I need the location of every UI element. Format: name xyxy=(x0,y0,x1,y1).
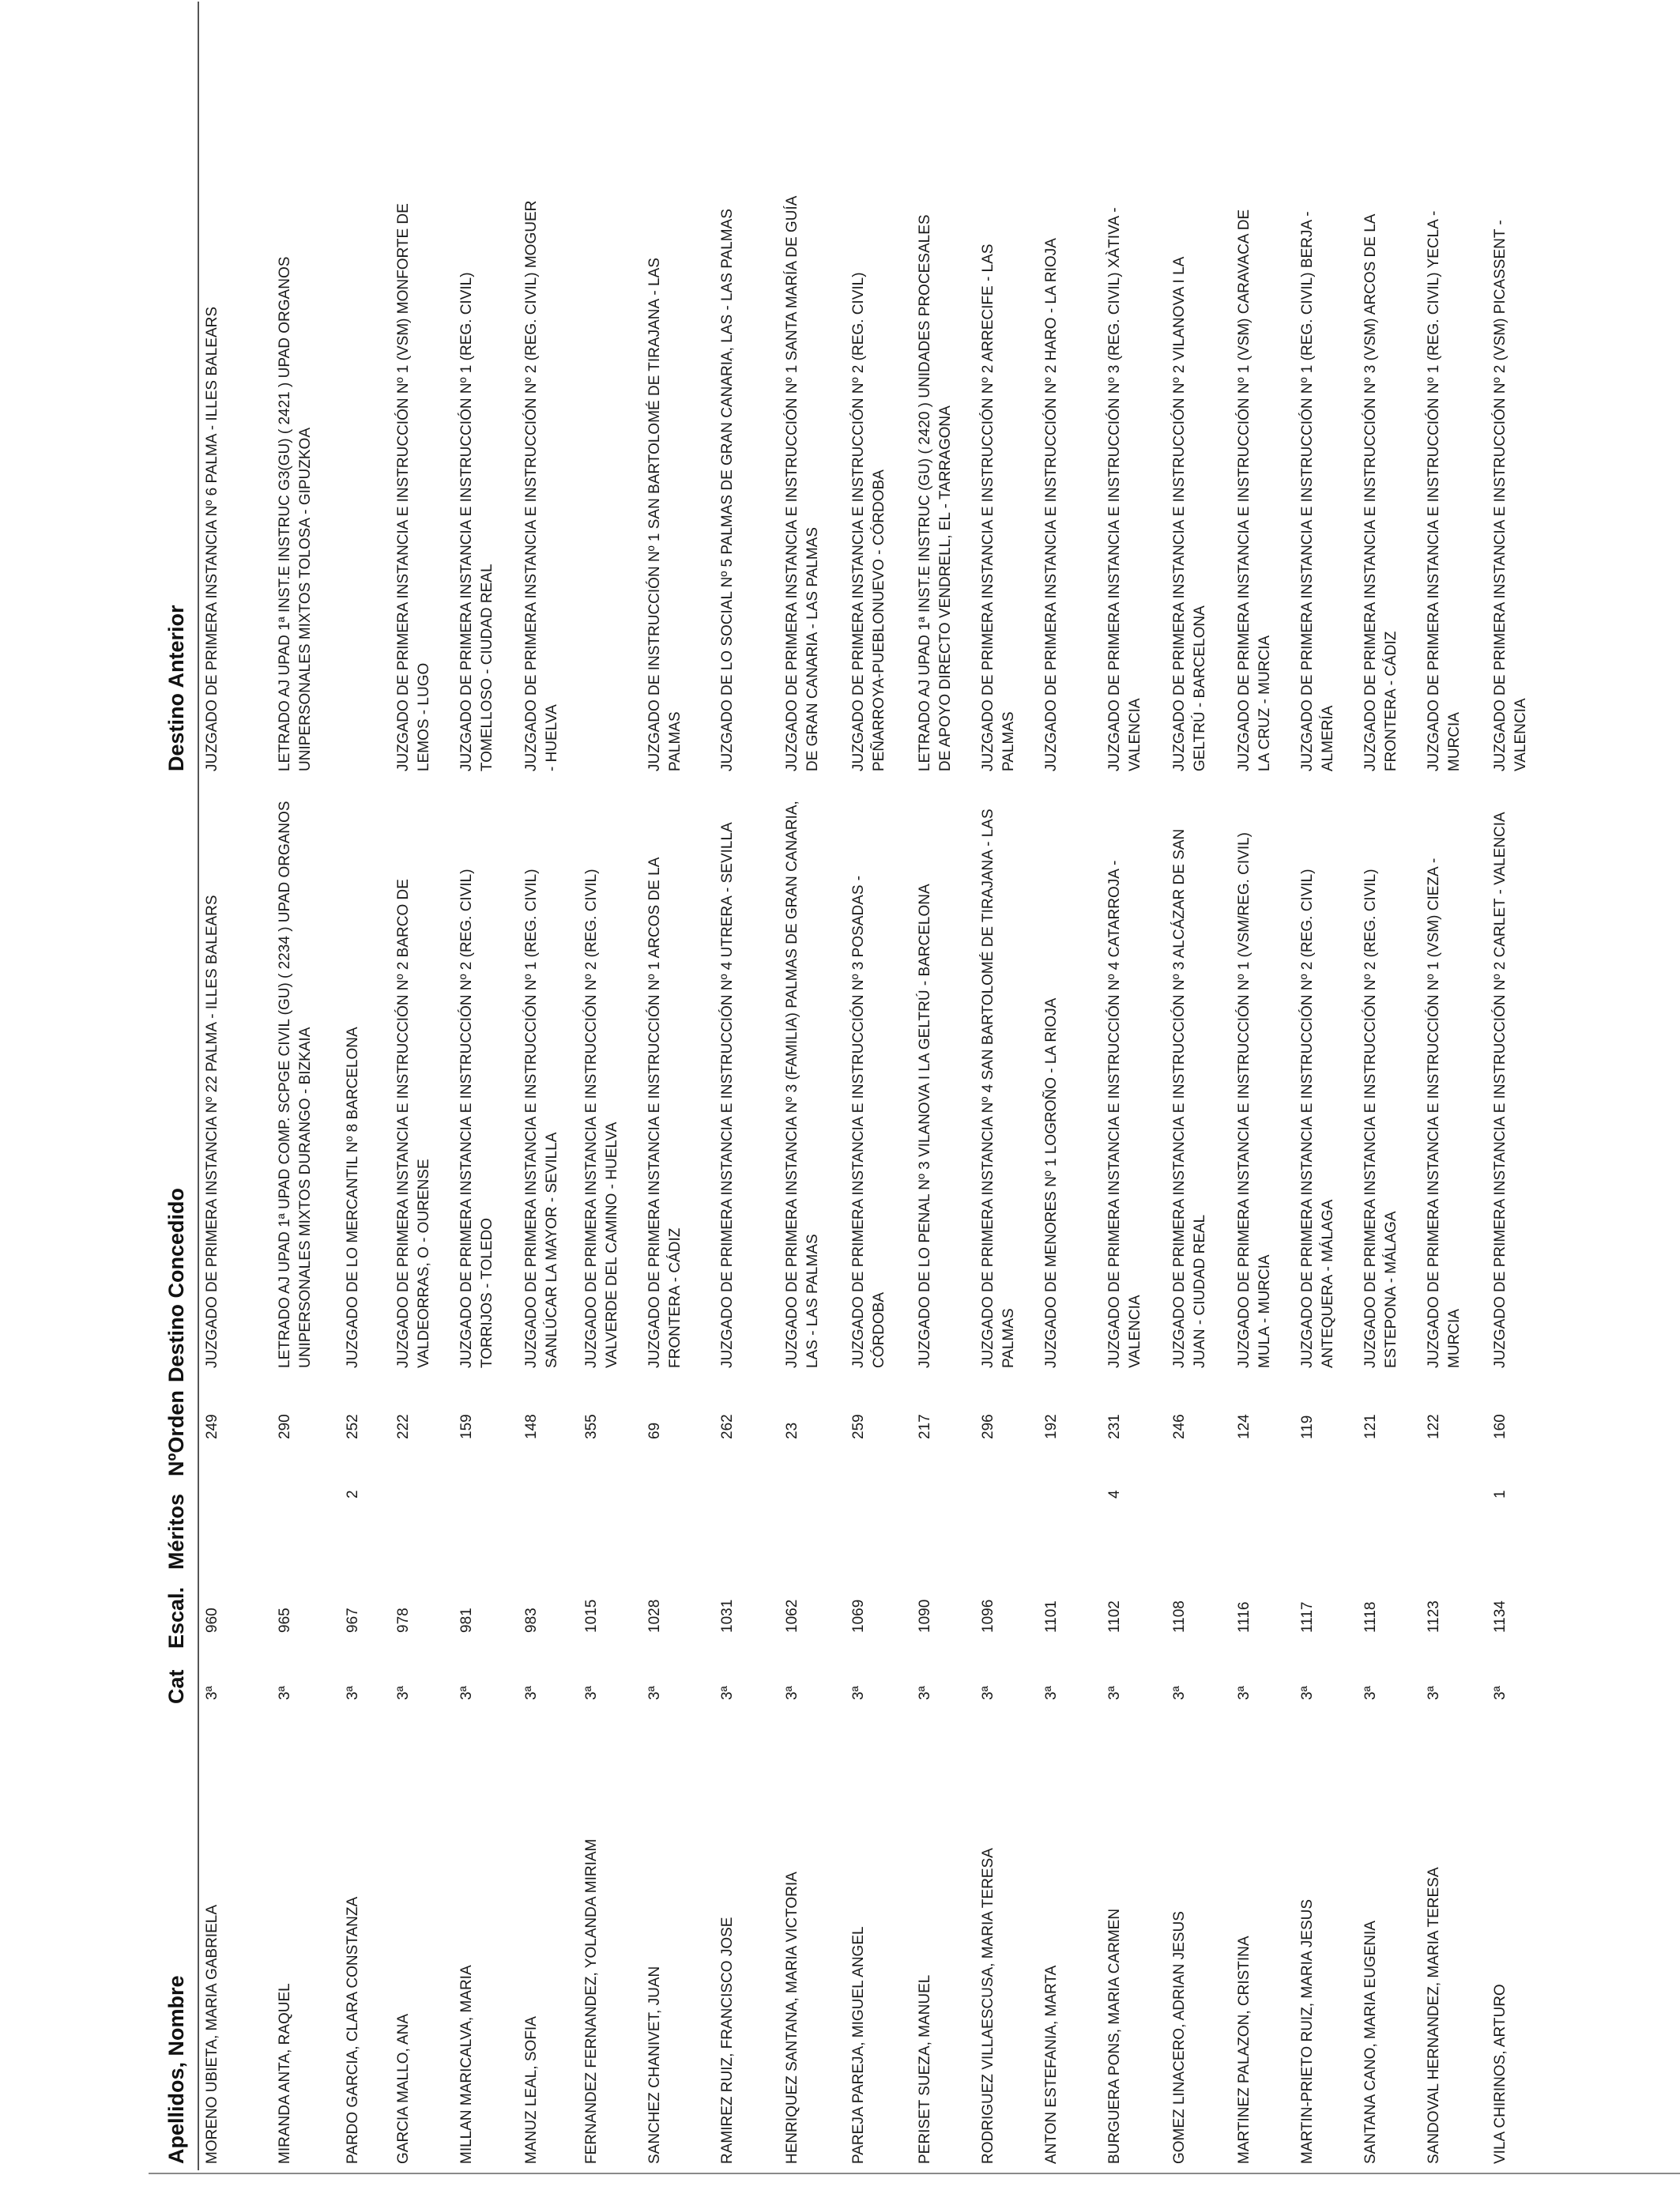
header-cat: Cat xyxy=(164,1669,188,1704)
cell-destino: JUZGADO DE PRIMERA INSTANCIA Nº 4 SAN BARTOLOMÉ DE TIRAJANA - LAS PALMAS xyxy=(980,809,1017,1368)
cell-escal: 1096 xyxy=(980,1599,996,1633)
cell-cat: 3ª xyxy=(345,1686,361,1700)
cell-cat: 3ª xyxy=(1236,1686,1252,1700)
cell-destino: JUZGADO DE MENORES Nº 1 LOGROÑO - LA RIOJA xyxy=(1043,997,1060,1368)
cell-cat: 3ª xyxy=(583,1686,600,1700)
cell-anterior: JUZGADO DE PRIMERA INSTANCIA E INSTRUCCIÓN Nº 1 SANTA MARÍA DE GUÍA DE GRAN CANARIA - LAS PALMAS xyxy=(784,196,821,771)
cell-name: GARCIA MALLO, ANA xyxy=(395,2013,412,2164)
cell-cat: 3ª xyxy=(1492,1686,1509,1700)
cell-name: GOMEZ LINACERO, ADRIAN JESUS xyxy=(1171,1911,1188,2164)
cell-name: MORENO UBIETA, MARIA GABRIELA xyxy=(204,1905,220,2164)
cell-name: SANTANA CANO, MARIA EUGENIA xyxy=(1362,1921,1379,2164)
cell-anterior: JUZGADO DE PRIMERA INSTANCIA E INSTRUCCIÓN Nº 1 (REG. CIVIL) YECLA - MURCIA xyxy=(1426,210,1463,771)
cell-name: ANTON ESTEFANIA, MARTA xyxy=(1043,1965,1060,2164)
cell-orden: 121 xyxy=(1362,1414,1379,1439)
cell-orden: 119 xyxy=(1299,1415,1316,1439)
cell-cat: 3ª xyxy=(523,1686,540,1700)
cell-name: FERNANDEZ FERNANDEZ, YOLANDA MIRIAM xyxy=(583,1838,600,2164)
cell-escal: 1108 xyxy=(1171,1600,1188,1633)
header-destino: Destino Concedido xyxy=(164,1187,188,1382)
cell-escal: 1116 xyxy=(1236,1601,1252,1633)
cell-escal: 1069 xyxy=(850,1599,867,1633)
cell-destino: JUZGADO DE PRIMERA INSTANCIA E INSTRUCCIÓN Nº 2 BARCO DE VALDEORRAS, O - OURENSE xyxy=(395,879,432,1368)
cell-cat: 3ª xyxy=(1171,1686,1188,1700)
cell-escal: 1117 xyxy=(1299,1601,1316,1633)
cell-cat: 3ª xyxy=(1106,1686,1123,1700)
cell-orden: 160 xyxy=(1492,1414,1509,1439)
left-margin-rule xyxy=(149,2173,1680,2174)
cell-orden: 296 xyxy=(980,1414,996,1439)
header-anterior: Destino Anterior xyxy=(164,605,188,771)
cell-cat: 3ª xyxy=(719,1686,736,1700)
cell-anterior: LETRADO AJ UPAD 1ª INST.E INSTRUC (GU) ( 2420 ) UNIDADES PROCESALES DE APOYO DIRECTO VENDRELL, EL - TARRAGONA xyxy=(917,214,954,771)
cell-orden: 159 xyxy=(458,1414,475,1439)
cell-destino: JUZGADO DE PRIMERA INSTANCIA E INSTRUCCIÓN Nº 1 (VSM) CIEZA - MURCIA xyxy=(1426,858,1463,1368)
cell-name: RAMIREZ RUIZ, FRANCISCO JOSE xyxy=(719,1917,736,2164)
cell-destino: JUZGADO DE PRIMERA INSTANCIA E INSTRUCCIÓN Nº 1 (REG. CIVIL) SANLÚCAR LA MAYOR - SEVILLA xyxy=(523,869,560,1368)
cell-destino: JUZGADO DE PRIMERA INSTANCIA E INSTRUCCIÓN Nº 2 (REG. CIVIL) ANTEQUERA - MÁLAGA xyxy=(1299,869,1336,1368)
cell-name: PAREJA PAREJA, MIGUEL ANGEL xyxy=(850,1926,867,2164)
cell-cat: 3ª xyxy=(277,1686,293,1700)
cell-orden: 262 xyxy=(719,1414,736,1439)
cell-escal: 981 xyxy=(458,1608,475,1633)
header-name: Apellidos, Nombre xyxy=(164,1975,188,2164)
cell-cat: 3ª xyxy=(850,1686,867,1700)
cell-escal: 1102 xyxy=(1106,1600,1123,1633)
cell-orden: 355 xyxy=(583,1414,600,1439)
cell-anterior: JUZGADO DE PRIMERA INSTANCIA E INSTRUCCIÓN Nº 1 (VSM) CARAVACA DE LA CRUZ - MURCIA xyxy=(1236,209,1273,771)
cell-escal: 1090 xyxy=(917,1599,933,1633)
cell-meritos: 1 xyxy=(1492,1490,1509,1498)
cell-orden: 249 xyxy=(204,1414,220,1439)
cell-destino: JUZGADO DE PRIMERA INSTANCIA E INSTRUCCIÓN Nº 4 CATARROJA - VALENCIA xyxy=(1106,860,1143,1368)
cell-anterior: JUZGADO DE LO SOCIAL Nº 5 PALMAS DE GRAN CANARIA, LAS - LAS PALMAS xyxy=(719,209,736,771)
cell-cat: 3ª xyxy=(980,1686,996,1700)
cell-orden: 246 xyxy=(1171,1414,1188,1439)
cell-name: MARTIN-PRIETO RUIZ, MARIA JESUS xyxy=(1299,1898,1316,2164)
cell-destino: JUZGADO DE PRIMERA INSTANCIA E INSTRUCCIÓN Nº 4 UTRERA - SEVILLA xyxy=(719,822,736,1368)
cell-name: MARTINEZ PALAZON, CRISTINA xyxy=(1236,1936,1252,2164)
cell-cat: 3ª xyxy=(784,1686,800,1700)
cell-anterior: JUZGADO DE INSTRUCCIÓN Nº 1 SAN BARTOLOMÉ DE TIRAJANA - LAS PALMAS xyxy=(646,258,684,771)
cell-anterior: JUZGADO DE PRIMERA INSTANCIA Nº 6 PALMA - ILLES BALEARS xyxy=(204,306,220,771)
cell-cat: 3ª xyxy=(1299,1686,1316,1700)
cell-escal: 1134 xyxy=(1492,1600,1509,1633)
cell-cat: 3ª xyxy=(917,1686,933,1700)
cell-destino: LETRADO AJ UPAD 1ª UPAD COMP. SCPGE CIVIL (GU) ( 2234 ) UPAD ORGANOS UNIPERSONALES MIXTOS DURANGO - BIZKAIA xyxy=(277,801,314,1368)
cell-orden: 222 xyxy=(395,1414,412,1439)
cell-orden: 148 xyxy=(523,1414,540,1439)
cell-escal: 1062 xyxy=(784,1599,800,1633)
header-rule xyxy=(198,2,199,2170)
cell-anterior: JUZGADO DE PRIMERA INSTANCIA E INSTRUCCIÓN Nº 1 (REG. CIVIL) BERJA - ALMERÍA xyxy=(1299,211,1336,771)
cell-name: PARDO GARCIA, CLARA CONSTANZA xyxy=(345,1896,361,2164)
cell-anterior: JUZGADO DE PRIMERA INSTANCIA E INSTRUCCIÓN Nº 2 (REG. CIVIL) MOGUER - HUELVA xyxy=(523,200,560,771)
cell-cat: 3ª xyxy=(1362,1686,1379,1700)
header-orden: NºOrden xyxy=(164,1390,188,1476)
cell-escal: 978 xyxy=(395,1608,412,1633)
cell-name: SANCHEZ CHANIVET, JUAN xyxy=(646,1966,663,2164)
cell-destino: JUZGADO DE PRIMERA INSTANCIA E INSTRUCCIÓN Nº 1 (VSM/REG. CIVIL) MULA - MURCIA xyxy=(1236,831,1273,1368)
cell-destino: JUZGADO DE LO PENAL Nº 3 VILANOVA I LA GELTRÚ - BARCELONA xyxy=(917,884,933,1368)
cell-destino: JUZGADO DE PRIMERA INSTANCIA Nº 3 (FAMILIA) PALMAS DE GRAN CANARIA, LAS - LAS PALMAS xyxy=(784,801,821,1368)
cell-anterior: JUZGADO DE PRIMERA INSTANCIA E INSTRUCCIÓN Nº 1 (REG. CIVIL) TOMELLOSO - CIUDAD REAL xyxy=(458,272,495,771)
cell-cat: 3ª xyxy=(395,1686,412,1700)
cell-meritos: 2 xyxy=(345,1490,361,1498)
cell-destino: JUZGADO DE PRIMERA INSTANCIA E INSTRUCCIÓN Nº 2 (REG. CIVIL) TORRIJOS - TOLEDO xyxy=(458,869,495,1368)
cell-destino: JUZGADO DE LO MERCANTIL Nº 8 BARCELONA xyxy=(345,1027,361,1368)
cell-anterior: JUZGADO DE PRIMERA INSTANCIA E INSTRUCCIÓN Nº 2 (VSM) PICASSENT - VALENCIA xyxy=(1492,220,1529,771)
cell-orden: 124 xyxy=(1236,1414,1252,1439)
cell-name: RODRIGUEZ VILLAESCUSA, MARIA TERESA xyxy=(980,1848,996,2164)
cell-destino: JUZGADO DE PRIMERA INSTANCIA E INSTRUCCIÓN Nº 2 (REG. CIVIL) VALVERDE DEL CAMINO - HUELVA xyxy=(583,869,620,1368)
cell-escal: 983 xyxy=(523,1608,540,1633)
cell-anterior: JUZGADO DE PRIMERA INSTANCIA E INSTRUCCIÓN Nº 2 (REG. CIVIL) PEÑARROYA-PUEBLONUEVO - CÓRDOBA xyxy=(850,272,887,771)
cell-name: MANUZ LEAL, SOFIA xyxy=(523,2016,540,2164)
header-escal: Escal. xyxy=(164,1586,188,1649)
cell-cat: 3ª xyxy=(204,1686,220,1700)
cell-anterior: JUZGADO DE PRIMERA INSTANCIA E INSTRUCCIÓN Nº 3 (REG. CIVIL) XÀTIVA - VALENCIA xyxy=(1106,207,1143,771)
cell-destino: JUZGADO DE PRIMERA INSTANCIA E INSTRUCCIÓN Nº 2 CARLET - VALENCIA xyxy=(1492,812,1509,1368)
cell-anterior: JUZGADO DE PRIMERA INSTANCIA E INSTRUCCIÓN Nº 2 VILANOVA I LA GELTRÚ - BARCELONA xyxy=(1171,257,1208,771)
cell-orden: 290 xyxy=(277,1414,293,1439)
cell-name: MIRANDA ANTA, RAQUEL xyxy=(277,1983,293,2164)
cell-anterior: LETRADO AJ UPAD 1ª INST.E INSTRUC G3(GU) ( 2421 ) UPAD ORGANOS UNIPERSONALES MIXTOS TOLOSA - GIPUZKOA xyxy=(277,256,314,771)
cell-anterior: JUZGADO DE PRIMERA INSTANCIA E INSTRUCCIÓN Nº 2 HARO - LA RIOJA xyxy=(1043,238,1060,771)
cell-destino: JUZGADO DE PRIMERA INSTANCIA E INSTRUCCIÓN Nº 3 ALCÁZAR DE SAN JUAN - CIUDAD REAL xyxy=(1171,828,1208,1368)
cell-orden: 259 xyxy=(850,1414,867,1439)
cell-name: PERISET SUEZA, MANUEL xyxy=(917,1974,933,2164)
cell-orden: 69 xyxy=(646,1422,663,1439)
cell-name: VILA CHIRINOS, ARTURO xyxy=(1492,1984,1509,2164)
cell-destino: JUZGADO DE PRIMERA INSTANCIA Nº 22 PALMA - ILLES BALEARS xyxy=(204,895,220,1368)
cell-cat: 3ª xyxy=(646,1686,663,1700)
cell-orden: 252 xyxy=(345,1414,361,1439)
cell-name: HENRIQUEZ SANTANA, MARIA VICTORIA xyxy=(784,1872,800,2164)
cell-orden: 122 xyxy=(1426,1414,1442,1439)
cell-escal: 1118 xyxy=(1362,1601,1379,1633)
cell-destino: JUZGADO DE PRIMERA INSTANCIA E INSTRUCCIÓN Nº 3 POSADAS - CÓRDOBA xyxy=(850,875,887,1368)
cell-name: MILLAN MARICALVA, MARIA xyxy=(458,1965,475,2164)
cell-orden: 192 xyxy=(1043,1414,1060,1439)
cell-anterior: JUZGADO DE PRIMERA INSTANCIA E INSTRUCCIÓN Nº 2 ARRECIFE - LAS PALMAS xyxy=(980,243,1017,771)
cell-escal: 1015 xyxy=(583,1599,600,1633)
cell-escal: 960 xyxy=(204,1608,220,1633)
cell-orden: 23 xyxy=(784,1422,800,1439)
cell-cat: 3ª xyxy=(458,1686,475,1700)
cell-cat: 3ª xyxy=(1426,1686,1442,1700)
cell-escal: 965 xyxy=(277,1608,293,1633)
cell-orden: 217 xyxy=(917,1414,933,1439)
cell-orden: 231 xyxy=(1106,1414,1123,1439)
cell-destino: JUZGADO DE PRIMERA INSTANCIA E INSTRUCCIÓN Nº 1 ARCOS DE LA FRONTERA - CÁDIZ xyxy=(646,858,684,1368)
cell-escal: 1101 xyxy=(1043,1600,1060,1633)
cell-escal: 967 xyxy=(345,1608,361,1633)
cell-escal: 1028 xyxy=(646,1599,663,1633)
cell-cat: 3ª xyxy=(1043,1686,1060,1700)
cell-meritos: 4 xyxy=(1106,1490,1123,1498)
header-meritos: Méritos xyxy=(164,1493,188,1570)
cell-destino: JUZGADO DE PRIMERA INSTANCIA E INSTRUCCIÓN Nº 2 (REG. CIVIL) ESTEPONA - MÁLAGA xyxy=(1362,869,1399,1368)
cell-name: SANDOVAL HERNANDEZ, MARIA TERESA xyxy=(1426,1867,1442,2164)
cell-name: BURGUERA PONS, MARIA CARMEN xyxy=(1106,1908,1123,2164)
cell-escal: 1123 xyxy=(1426,1600,1442,1633)
cell-anterior: JUZGADO DE PRIMERA INSTANCIA E INSTRUCCIÓN Nº 1 (VSM) MONFORTE DE LEMOS - LUGO xyxy=(395,203,432,771)
cell-anterior: JUZGADO DE PRIMERA INSTANCIA E INSTRUCCIÓN Nº 3 (VSM) ARCOS DE LA FRONTERA - CÁDIZ xyxy=(1362,214,1399,771)
cell-escal: 1031 xyxy=(719,1599,736,1633)
